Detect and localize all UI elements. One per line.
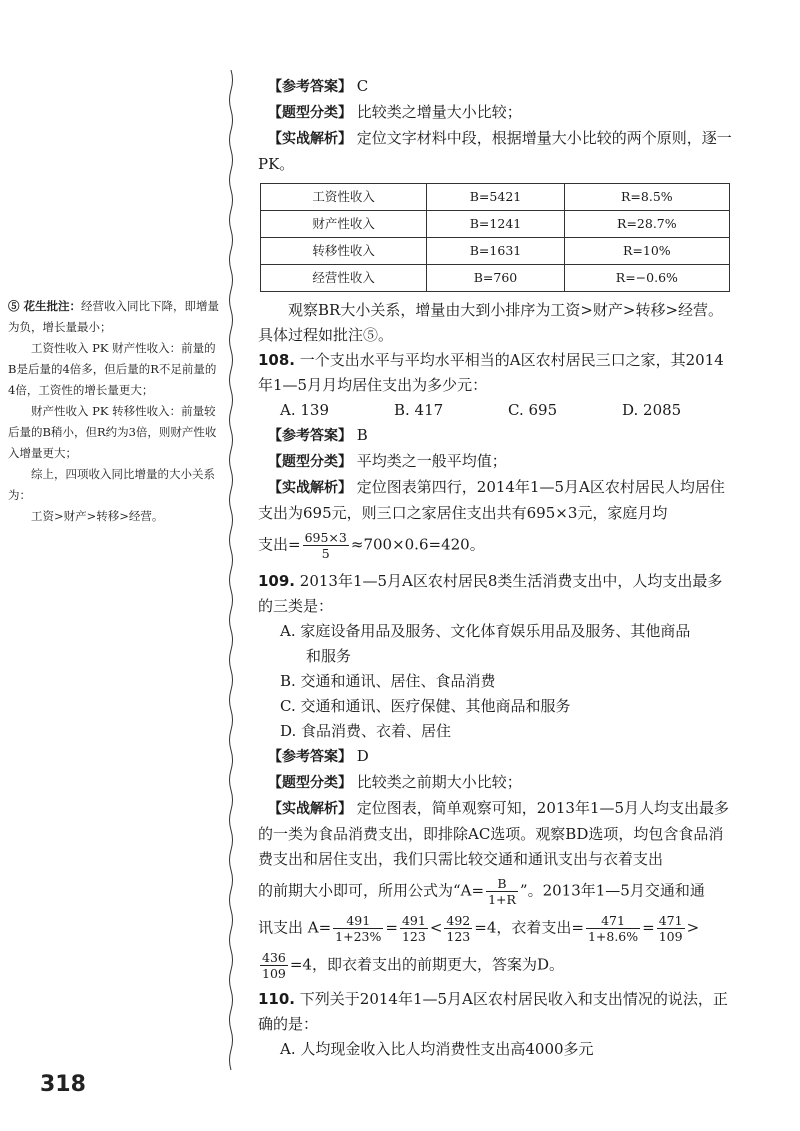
fraction: $\frac{492}{123}$ [446, 913, 471, 944]
table-cell: 工资性收入 [261, 184, 427, 211]
annotation-title: ⑤ 花生批注：经营收入同比下降，即增量为负，增长量最小； [8, 299, 220, 334]
table-cell: 转移性收入 [261, 238, 427, 265]
fraction: $\frac{491}{1+23\%}$ [335, 913, 382, 944]
table-row [261, 211, 730, 238]
table-cell: R=−0.6% [564, 265, 729, 292]
annotation-line: 综上，四项收入同比增量的大小关系为： [8, 467, 215, 502]
annotation-line: 财产性收入 PK 转移性收入：前量较后量的B稍小，但R约为3倍，则财产性收入增量更大； [8, 404, 217, 460]
table-cell: B=5421 [427, 184, 564, 211]
option-a-109: A. 家庭设备用品及服务、文化体育娱乐用品及服务、其他商品 [280, 622, 691, 640]
fraction: $\frac{471}{1+8.6\%}$ [587, 913, 639, 944]
table-cell: R=28.7% [564, 211, 729, 238]
table-row [261, 238, 730, 265]
table-cell: 财产性收入 [261, 211, 427, 238]
page-number: 318 [40, 1072, 86, 1097]
table-conclusion: 观察BR大小关系，增量由大到小排序为工资>财产>转移>经营。具体过程如批注⑤。 [258, 301, 724, 344]
table-row [261, 265, 730, 292]
fraction: $\frac{695\times 3}{5}$ [304, 530, 347, 561]
annotation-line: 工资性收入 PK 财产性收入：前量的B是后量的4倍多，但后量的R不足前量的4倍，工资性的增长量更大； [8, 341, 217, 397]
option-b-109: B. 交通和通讯、居住、食品消费 [280, 672, 496, 690]
analysis-107: 【实战解析】 定位文字材料中段，根据增量大小比较的两个原则，逐一PK。 [258, 129, 732, 173]
analysis-109: 【实战解析】 定位图表，简单观察可知，2013年1—5月人均支出最多的一类为食品消费支出，即排除AC选项。观察BD选项，均包含食品消费支出和居住支出，我们只需比较交通和通讯支出与衣着支出 [258, 799, 730, 868]
formula-109-line1: 的前期大小即可，所用公式为“A= $\frac{B}{1+R}$ ”。2013年1—5月交通和通 [258, 876, 705, 907]
type-107: 【题型分类】 比较类之增量大小比较； [268, 103, 522, 121]
option: B. 417 [394, 401, 444, 419]
formula-109-line3: $\frac{436}{109}$ =4，即衣着支出的前期更大，答案为D。 [262, 950, 564, 981]
fraction: $\frac{471}{109}$ [658, 913, 683, 944]
option-c-109: C. 交通和通讯、医疗保健、其他商品和服务 [280, 697, 571, 715]
table-row [261, 184, 730, 211]
answer-107: 【参考答案】 C [268, 77, 369, 95]
table-cell: R=10% [564, 238, 729, 265]
answer-109: 【参考答案】 D [268, 747, 369, 765]
table-cell: R=8.5% [564, 184, 729, 211]
annotation-line: 工资>财产>转移>经营。 [31, 509, 164, 523]
table-cell: 经营性收入 [261, 265, 427, 292]
fraction: $\frac{491}{123}$ [401, 913, 426, 944]
fraction: $\frac{436}{109}$ [262, 950, 286, 981]
option-d-109: D. 食品消费、衣着、居住 [280, 722, 452, 740]
answer-108: 【参考答案】 B [268, 426, 368, 444]
type-108: 【题型分类】 平均类之一般平均值； [268, 452, 507, 470]
type-109: 【题型分类】 比较类之前期大小比较； [268, 773, 522, 791]
question-108: 108. 一个支出水平与平均水平相当的A区农村居民三口之家，其2014年1—5月月均居住支出为多少元： [258, 351, 724, 394]
table-cell: B=1631 [427, 238, 564, 265]
main-column [258, 74, 736, 1062]
question-110: 110. 下列关于2014年1—5月A区农村居民收入和支出情况的说法，正确的是： [258, 990, 728, 1033]
column-divider [228, 70, 234, 1070]
analysis-108: 【实战解析】 定位图表第四行，2014年1—5月A区农村居民人均居住支出为695元，则三口之家居住支出共有695×3元，家庭月均 [258, 478, 725, 522]
fraction: $\frac{B}{1+R}$ [488, 876, 516, 907]
question-109: 109. 2013年1—5月A区农村居民8类生活消费支出中，人均支出最多的三类是： [258, 572, 723, 615]
increment-table [260, 183, 730, 292]
formula-108: 支出= $\frac{695\times 3}{5}$ ≈700×0.6=420。 [258, 530, 485, 561]
options-108 [258, 398, 736, 423]
option-a-110: A. 人均现金收入比人均消费性支出高4000多元 [280, 1040, 594, 1058]
option: A. 139 [280, 401, 329, 419]
option-a-109-cont: 和服务 [306, 647, 352, 665]
sidebar-annotation [8, 296, 220, 527]
option: C. 695 [508, 401, 558, 419]
option: D. 2085 [622, 401, 682, 419]
formula-109-line2: 讯支出 A= $\frac{491}{1+23\%}$ = $\frac{491}{123}$ < $\frac{492}{123}$ =4，衣着支出= $\frac{471}{1+8.6\%}$ = $\frac{471}{109}$ > [258, 913, 700, 944]
table-cell: B=1241 [427, 211, 564, 238]
table-cell: B=760 [427, 265, 564, 292]
